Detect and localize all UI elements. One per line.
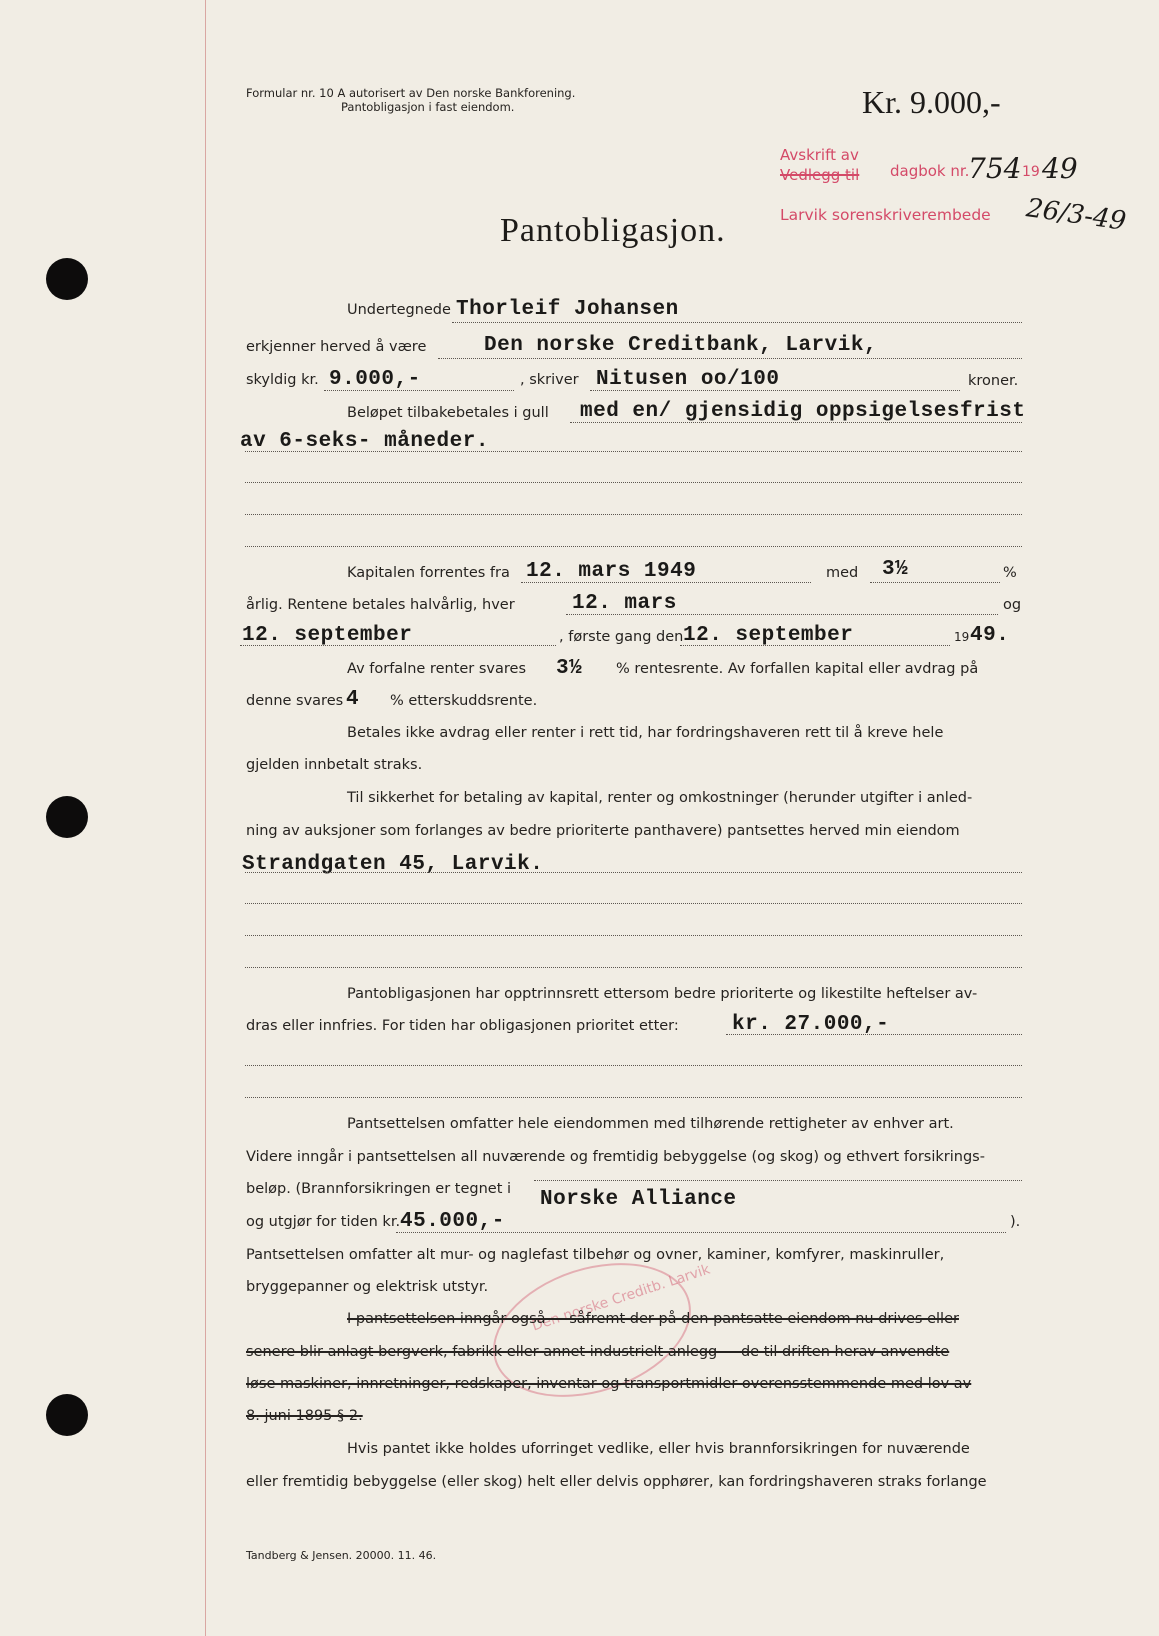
tilbake-value-2: av 6-seks- måneder. [240, 430, 489, 453]
struck-line4: 8. juni 1895 § 2. [246, 1408, 363, 1424]
undertegnede-value: Thorleif Johansen [456, 298, 679, 321]
stamp-vedlegg: Vedlegg til [780, 166, 860, 184]
skyldig-label: skyldig kr. [246, 372, 319, 388]
omfatter-line2: Videre inngår i pantsettelsen all nuværende og fremtidig bebyggelse (og skog) og ethvert forsikrings- [246, 1149, 985, 1165]
amount-heading: Kr. 9.000,- [862, 84, 1001, 120]
september-value: 12. september [242, 624, 413, 647]
dotted-rule [438, 358, 1022, 359]
dotted-rule [245, 451, 1022, 452]
dotted-rule [245, 482, 1022, 483]
dotted-rule [570, 422, 1022, 423]
omfatter-line3: beløp. (Brannforsikringen er tegnet i [246, 1181, 512, 1197]
tilbake-value: med en/ gjensidig oppsigelsesfrist [580, 400, 1026, 423]
dotted-rule [245, 872, 1022, 873]
dotted-rule [245, 903, 1022, 904]
dotted-rule [590, 390, 960, 391]
sikkerhet-line2: ning av auksjoner som forlanges av bedre prioriterte panthavere) pantsettes herved min eiendom [246, 823, 960, 839]
forste-label: , første gang den [559, 629, 684, 645]
erkjenner-value: Den norske Creditbank, Larvik, [484, 334, 878, 357]
omfatter-line1: Pantsettelsen omfatter hele eiendommen med tilhørende rettigheter av enhver art. [347, 1116, 954, 1132]
struck-line1: I pantsettelsen inngår også — såfremt der på den pantsatte eiendom nu drives eller [347, 1311, 959, 1327]
skyldig-value: 9.000,- [329, 368, 421, 391]
forrentes-value: 12. mars 1949 [526, 560, 697, 583]
dotted-rule [245, 967, 1022, 968]
stamp-office: Larvik sorenskriverembede [780, 206, 991, 224]
dotted-rule [245, 1097, 1022, 1098]
stamp-dagbok-label: dagbok nr. [890, 162, 970, 180]
dotted-rule [566, 614, 998, 615]
dagbok-number: 754 [968, 152, 1022, 185]
dotted-rule [245, 546, 1022, 547]
dotted-rule [726, 1034, 1022, 1035]
denne-label: denne svares [246, 693, 344, 709]
opptrinn-line2: dras eller innfries. For tiden har obligasjonen prioritet etter: [246, 1018, 679, 1034]
og-label: og [1003, 597, 1022, 613]
forsikring-value: Norske Alliance [540, 1188, 737, 1211]
dotted-rule [452, 322, 1022, 323]
dotted-rule [245, 935, 1022, 936]
vedlike-line1: Hvis pantet ikke holdes uforringet vedlike, eller hvis brannforsikringen for nuværende [347, 1441, 970, 1457]
close-paren: ). [1010, 1214, 1021, 1230]
etterskudd-text: % etterskuddsrente. [390, 693, 538, 709]
avforfalne-label: Av forfalne renter svares [347, 661, 527, 677]
struck-line3: løse maskiner, innretninger, redskaper, inventar og transportmidler overensstemmende med lov av [246, 1376, 972, 1392]
tilbake-label: Beløpet tilbakebetales i gull [347, 405, 549, 421]
undertegnede-label: Undertegnede [347, 302, 451, 318]
percent-sign: % [1003, 565, 1017, 581]
rentesrente-text: % rentesrente. Av forfallen kapital eller avdrag på [616, 661, 979, 677]
med-label: med [826, 565, 859, 581]
form-note-line2: Pantobligasjon i fast eiendom. [341, 100, 515, 114]
denne-value: 4 [346, 688, 360, 711]
printer-note: Tandberg & Jensen. 20000. 11. 46. [246, 1549, 437, 1562]
stamp-year-suffix: 49 [1042, 152, 1078, 185]
punch-hole [46, 796, 88, 838]
struck-line2: senere blir anlagt bergverk, fabrikk eller annet industrielt anlegg — de til driften herav anvendte [246, 1344, 950, 1360]
dotted-rule [870, 582, 1000, 583]
betales-line1: Betales ikke avdrag eller renter i rett tid, har fordringshaveren rett til å kreve hele [347, 725, 944, 741]
prioritet-value: kr. 27.000,- [732, 1013, 890, 1036]
stamp-avskrift: Avskrift av [780, 146, 859, 164]
form-note-line1: Formular nr. 10 A autorisert av Den norske Bankforening. [246, 86, 576, 100]
dotted-rule [245, 514, 1022, 515]
forrentes-label: Kapitalen forrentes fra [347, 565, 510, 581]
stamp-year-prefix: 19 [1022, 164, 1040, 180]
dotted-rule [324, 390, 514, 391]
arlig-label: årlig. Rentene betales halvårlig, hver [246, 597, 515, 613]
tilbehor-line2: bryggepanner og elektrisk utstyr. [246, 1279, 489, 1295]
sikkerhet-line1: Til sikkerhet for betaling av kapital, renter og omkostninger (herunder utgifter i anled- [347, 790, 973, 806]
forste-value: 12. september [683, 624, 854, 647]
betales-line2: gjelden innbetalt straks. [246, 757, 423, 773]
utgjor-label: og utgjør for tiden kr. [246, 1214, 401, 1230]
utgjor-value: 45.000,- [400, 1210, 505, 1233]
eiendom-value: Strandgaten 45, Larvik. [242, 853, 544, 876]
avforfalne-value: 3½ [556, 657, 583, 680]
tilbehor-line1: Pantsettelsen omfatter alt mur- og naglefast tilbehør og ovner, kaminer, komfyrer, maskinruller, [246, 1247, 945, 1263]
year-suffix: 49. [970, 624, 1010, 647]
margin-line [205, 0, 206, 1636]
document-title: Pantobligasjon. [500, 212, 726, 249]
bank-stamp-text: Den norske Creditb. Larvik [530, 1261, 713, 1335]
punch-hole [46, 258, 88, 300]
dotted-rule [240, 645, 556, 646]
med-value: 3½ [882, 558, 909, 581]
dotted-rule [521, 582, 811, 583]
skriver-label: , skriver [520, 372, 579, 388]
vedlike-line2: eller fremtidig bebyggelse (eller skog) helt eller delvis opphører, kan fordringshaveren straks forlange [246, 1474, 987, 1490]
stamp-date: 26/3-49 [1024, 193, 1128, 237]
erkjenner-label: erkjenner herved å være [246, 339, 427, 355]
opptrinn-line1: Pantobligasjonen har opptrinnsrett ettersom bedre prioriterte og likestilte heftelser av- [347, 986, 978, 1002]
year-prefix: 19 [954, 630, 970, 644]
dotted-rule [680, 645, 950, 646]
arlig-value: 12. mars [572, 592, 677, 615]
skriver-value: Nitusen oo/100 [596, 368, 780, 391]
punch-hole [46, 1394, 88, 1436]
dotted-rule [245, 1065, 1022, 1066]
kroner-label: kroner. [968, 373, 1019, 389]
bank-stamp [476, 1240, 708, 1421]
dotted-rule [534, 1180, 1022, 1181]
dotted-rule [396, 1232, 1006, 1233]
